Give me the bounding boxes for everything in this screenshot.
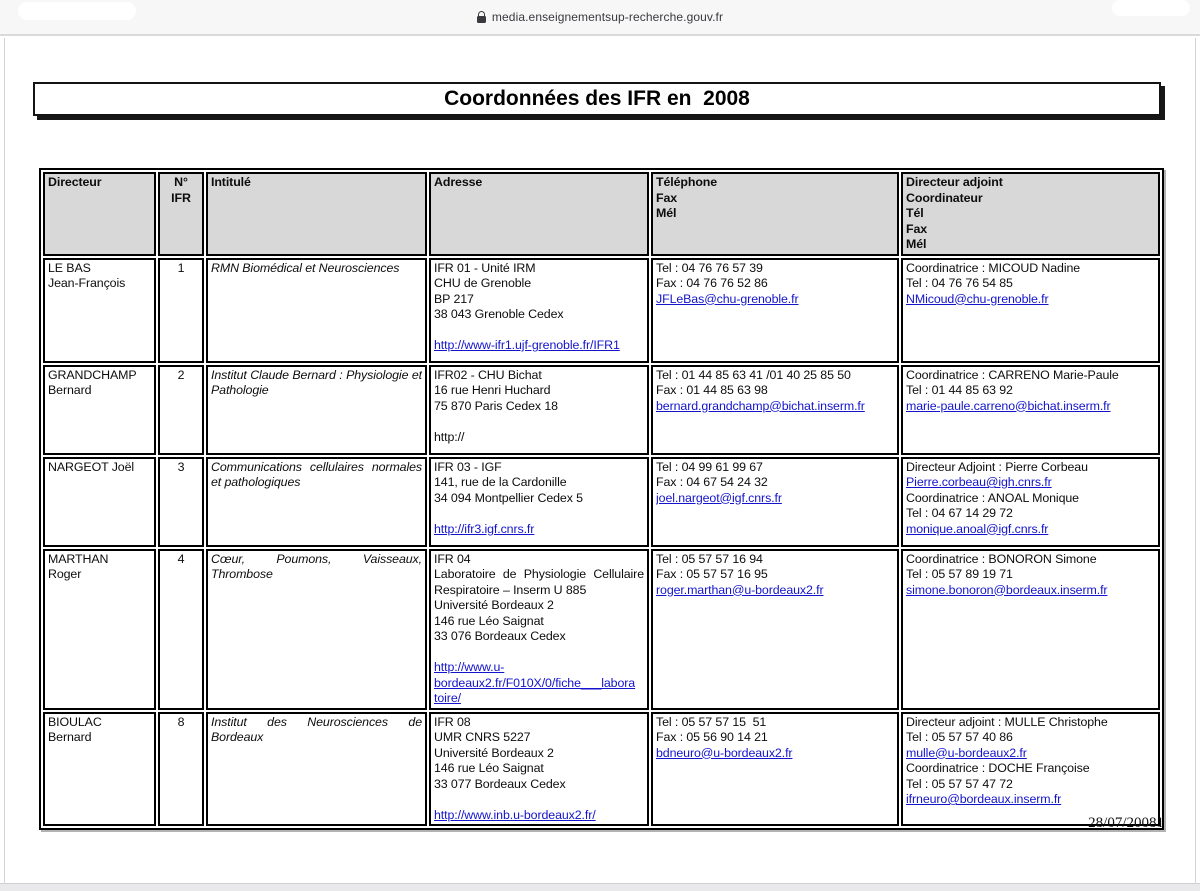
cell-telephone: Tel : 04 99 61 99 67 Fax : 04 67 54 24 32 joel.nargeot@igf.cnrs.fr <box>651 457 899 547</box>
cell-adresse: IFR 04 Laboratoire de Physiologie Cellulaire Respiratoire – Inserm U 885 Université Bordeaux 2 146 rue Léo Saignat 33 076 Bordeaux Cedex http://www.u- bordeaux2.fr/F010X/0/fiche___labora toire/ <box>429 549 649 710</box>
cell-telephone: Tel : 01 44 85 63 41 /01 40 25 85 50 Fax : 01 44 85 63 98 bernard.grandchamp@bichat.inserm.fr <box>651 365 899 455</box>
ifr-table <box>39 168 1164 830</box>
cell-link[interactable]: ifrneuro@bordeaux.inserm.fr <box>906 792 1062 806</box>
cell-directeur: BIOULAC Bernard <box>43 712 156 827</box>
cell-ifr-number: 2 <box>158 365 204 455</box>
lock-icon <box>477 16 486 23</box>
cell-ifr-number: 8 <box>158 712 204 827</box>
cell-directeur: GRANDCHAMP Bernard <box>43 365 156 455</box>
cell-link[interactable]: http://ifr3.igf.cnrs.fr <box>434 521 535 536</box>
table-row <box>43 549 1160 710</box>
cell-link[interactable]: marie-paule.carreno@bichat.inserm.fr <box>906 398 1111 413</box>
cell-directeur-adjoint: Coordinatrice : BONORON Simone Tel : 05 57 89 19 71 simone.bonoron@bordeaux.inserm.fr <box>901 549 1160 710</box>
browser-bar <box>0 0 1200 36</box>
cell-directeur: MARTHAN Roger <box>43 549 156 710</box>
table-row <box>43 258 1160 363</box>
table-row <box>43 365 1160 455</box>
cell-link[interactable]: JFLeBas@chu-grenoble.fr <box>656 291 799 306</box>
cell-link[interactable]: http://www-ifr1.ujf-grenoble.fr/IFR1 <box>434 338 620 352</box>
cell-directeur-adjoint: Directeur Adjoint : Pierre Corbeau Pierre.corbeau@igh.cnrs.fr Coordinatrice : ANOAL Monique Tel : 04 67 14 29 72 monique.anoal@igf.cnrs.fr <box>901 457 1160 547</box>
cell-link[interactable]: bordeaux2.fr/F010X/0/fiche___labora <box>434 675 636 690</box>
cell-link[interactable]: bdneuro@u-bordeaux2.fr <box>656 745 793 760</box>
url-text: media.enseignementsup-recherche.gouv.fr <box>491 10 724 24</box>
cell-directeur-adjoint: Coordinatrice : CARRENO Marie-Paule Tel : 01 44 85 63 92 marie-paule.carreno@bichat.inserm.fr <box>901 365 1160 455</box>
table-header-row <box>43 172 1160 256</box>
cell-link[interactable]: http://www.u- <box>434 660 505 674</box>
cell-link[interactable]: Pierre.corbeau@igh.cnrs.fr <box>906 475 1052 489</box>
cell-directeur: LE BAS Jean-François <box>43 258 156 363</box>
cell-telephone: Tel : 05 57 57 16 94 Fax : 05 57 57 16 95 roger.marthan@u-bordeaux2.fr <box>651 549 899 710</box>
cell-link[interactable]: mulle@u-bordeaux2.fr <box>906 745 1027 760</box>
col-header-ifr: N° IFR <box>158 172 204 256</box>
col-header-intitule: Intitulé <box>206 172 427 256</box>
bottom-chrome-strip <box>0 883 1200 891</box>
cell-ifr-number: 3 <box>158 457 204 547</box>
col-header-telephone: Téléphone Fax Mél <box>651 172 899 256</box>
cell-adresse: IFR 03 - IGF 141, rue de la Cardonille 34 094 Montpellier Cedex 5 http://ifr3.igf.cnrs.fr <box>429 457 649 547</box>
cell-link[interactable]: toire/ <box>434 691 461 705</box>
table-row <box>43 457 1160 547</box>
cell-intitule: Institut des Neurosciences de Bordeaux <box>206 712 427 827</box>
cell-intitule: Communications cellulaires normales et pathologiques <box>206 457 427 547</box>
cell-link[interactable]: roger.marthan@u-bordeaux2.fr <box>656 582 824 597</box>
cell-intitule: RMN Biomédical et Neurosciences <box>206 258 427 363</box>
cell-adresse: IFR02 - CHU Bichat 16 rue Henri Huchard 75 870 Paris Cedex 18 http:// <box>429 365 649 455</box>
col-header-directeur: Directeur <box>43 172 156 256</box>
cell-link[interactable]: bernard.grandchamp@bichat.inserm.fr <box>656 398 865 413</box>
cell-ifr-number: 4 <box>158 549 204 710</box>
table-row <box>43 712 1160 827</box>
cell-link[interactable]: http://www.inb.u-bordeaux2.fr/ <box>434 807 596 822</box>
cell-directeur: NARGEOT Joël <box>43 457 156 547</box>
page-title: Coordonnées des IFR en 2008 <box>444 87 750 110</box>
cell-intitule: Institut Claude Bernard : Physiologie et Pathologie <box>206 365 427 455</box>
document-page <box>4 38 1196 883</box>
col-header-adresse: Adresse <box>429 172 649 256</box>
cell-directeur-adjoint: Directeur adjoint : MULLE Christophe Tel : 05 57 57 40 86 mulle@u-bordeaux2.fr Coordinatrice : DOCHE Françoise Tel : 05 57 57 47 72 ifrneuro@bordeaux.inserm.fr <box>901 712 1160 827</box>
cell-link[interactable]: joel.nargeot@igf.cnrs.fr <box>656 490 782 505</box>
col-header-adjoint: Directeur adjoint Coordinateur Tél Fax Mél <box>901 172 1160 256</box>
title-box <box>33 82 1161 116</box>
cell-telephone: Tel : 04 76 76 57 39 Fax : 04 76 76 52 86 JFLeBas@chu-grenoble.fr <box>651 258 899 363</box>
footer-date: 28/07/20081 <box>1088 815 1164 831</box>
address-bar[interactable] <box>0 0 1200 34</box>
cell-intitule: Cœur, Poumons, Vaisseaux, Thrombose <box>206 549 427 710</box>
cell-link[interactable]: simone.bonoron@bordeaux.inserm.fr <box>906 582 1108 597</box>
cell-ifr-number: 1 <box>158 258 204 363</box>
cell-directeur-adjoint: Coordinatrice : MICOUD Nadine Tel : 04 76 76 54 85 NMicoud@chu-grenoble.fr <box>901 258 1160 363</box>
cell-adresse: IFR 01 - Unité IRM CHU de Grenoble BP 217 38 043 Grenoble Cedex http://www-ifr1.ujf-grenoble.fr/IFR1 <box>429 258 649 363</box>
table-container <box>39 168 1164 830</box>
cell-link[interactable]: NMicoud@chu-grenoble.fr <box>906 291 1049 306</box>
cell-telephone: Tel : 05 57 57 15 51 Fax : 05 56 90 14 21 bdneuro@u-bordeaux2.fr <box>651 712 899 827</box>
cell-link[interactable]: monique.anoal@igf.cnrs.fr <box>906 521 1049 536</box>
cell-adresse: IFR 08 UMR CNRS 5227 Université Bordeaux 2 146 rue Léo Saignat 33 077 Bordeaux Cedex http://www.inb.u-bordeaux2.fr/ <box>429 712 649 827</box>
